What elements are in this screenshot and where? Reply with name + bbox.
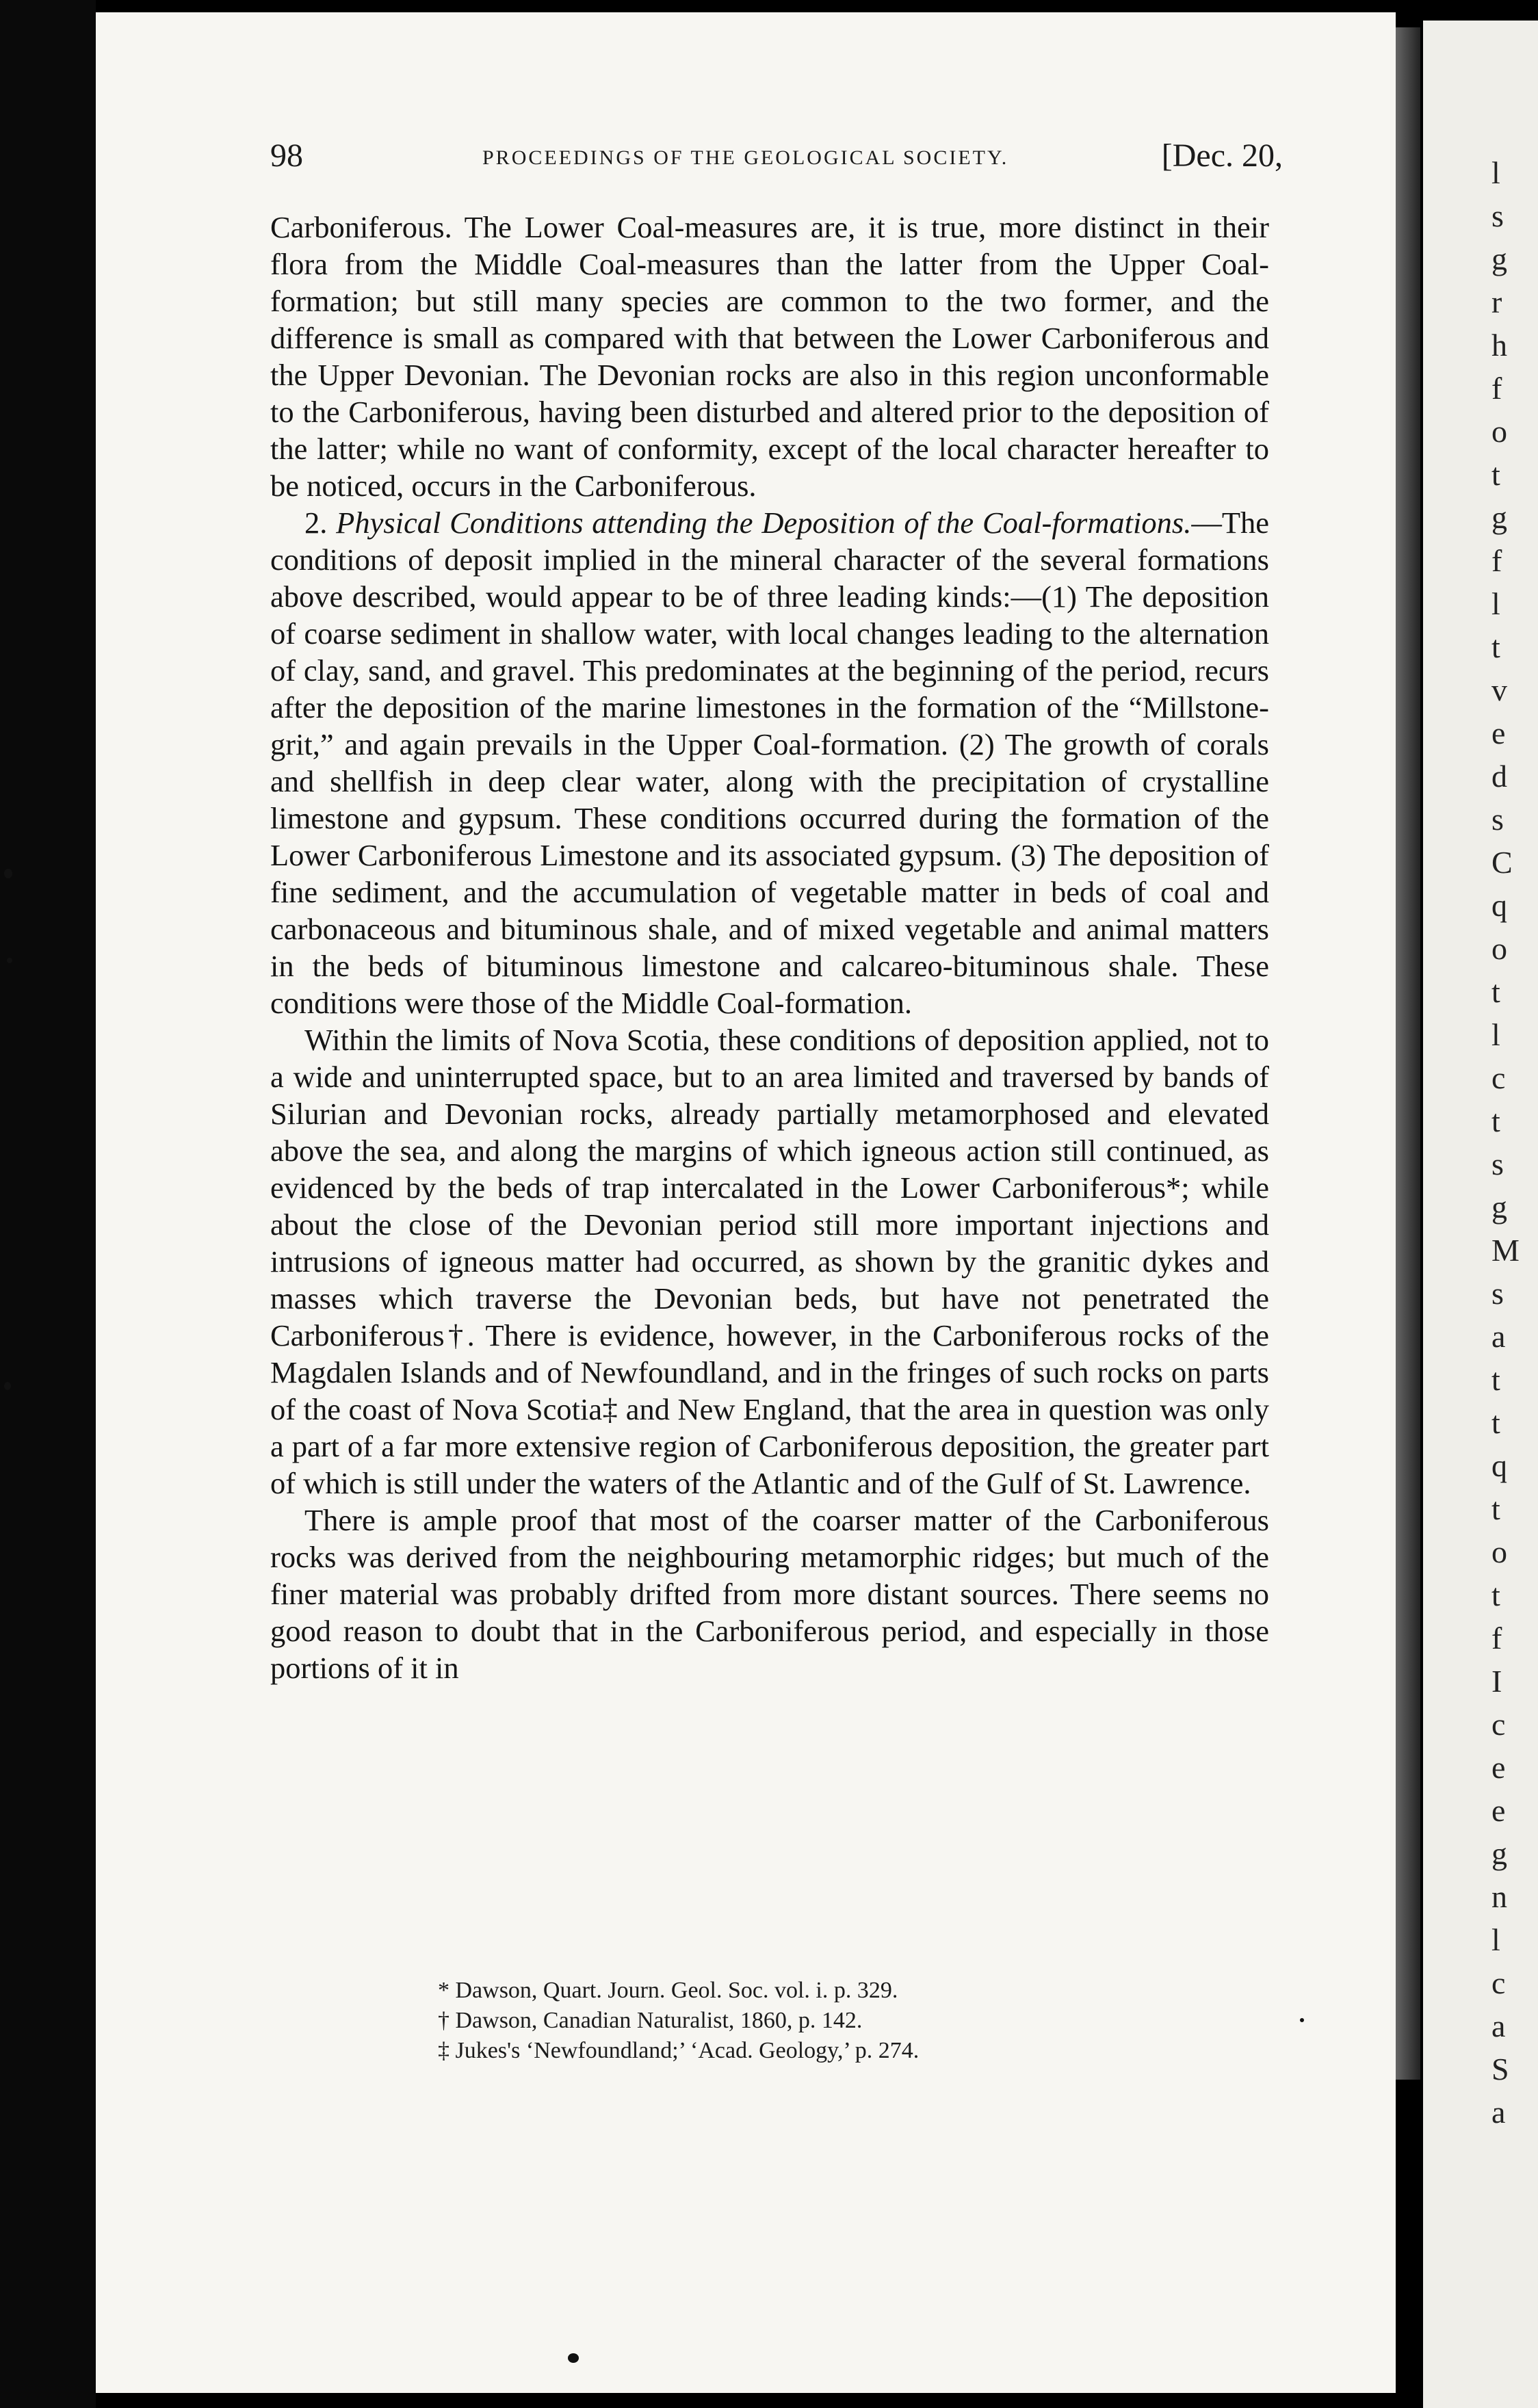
scan-border [0, 0, 96, 2408]
facing-page-letter: e [1491, 1750, 1506, 1785]
scan-speck [568, 2353, 579, 2363]
footnote-1: * Dawson, Quart. Journ. Geol. Soc. vol. i. p. 329. [438, 1978, 898, 2003]
facing-page-letter: a [1491, 1319, 1506, 1354]
facing-page-letter: h [1491, 328, 1507, 363]
page-number: 98 [270, 138, 303, 174]
facing-page-letter: e [1491, 1793, 1506, 1828]
facing-page-letter: t [1491, 1362, 1500, 1397]
facing-page-letter: t [1491, 629, 1500, 664]
facing-page-letter: M [1491, 1233, 1520, 1268]
facing-page-letter: s [1491, 1147, 1504, 1181]
facing-page-letter: v [1491, 672, 1507, 707]
facing-page-letter: a [1491, 2008, 1506, 2043]
facing-page-letter: l [1491, 155, 1500, 190]
footnote-3: ‡ Jukes's ‘Newfoundland;’ ‘Acad. Geology,’ p. 274. [438, 2038, 920, 2063]
scan-speck [1300, 2018, 1304, 2022]
facing-page-letter: l [1491, 1922, 1500, 1957]
page-gutter-shadow [1396, 27, 1420, 2080]
paragraph-carboniferous: Carboniferous. The Lower Coal-measures are, it is true, more distinct in their flora from the Middle Coal-measures than the latter from the Upper Coal-formation; but still many species are common to the two former, and the difference is small as compared with that between the Lower Carboniferous and the Upper Devonian. The Devonian rocks are also in this region unconformable to the Carboniferous, having been disturbed and altered prior to the deposition of the latter; while no want of conformity, except of the local character hereafter to be noticed, occurs in the Carboniferous. [270, 210, 1269, 503]
facing-page-letter: s [1491, 802, 1504, 837]
paragraph-nova-scotia: Within the limits of Nova Scotia, these conditions of deposition applied, not to a wide and uninterrupted space, but to an area limited and traversed by bands of Silurian and Devonian rocks, already partially metamorphosed and elevated above the sea, and along the margins of which igneous action still continued, as evidenced by the beds of trap intercalated in the Lower Carboniferous*; while about the close of the Devonian period still more important injections and intrusions of igneous matter had occurred, as shown by the granitic dykes and masses which traverse the Devonian beds, but have not penetrated the Carboniferous†. There is evidence, however, in the Carboniferous rocks of the Magdalen Islands and of Newfoundland, and in the fringes of such rocks on parts of the coast of Nova Scotia‡ and New England, that the area in question was only a part of a far more extensive region of Carboniferous deposition, the greater part of which is still under the waters of the Atlantic and of the Gulf of St. Lawrence. [270, 1023, 1269, 1500]
facing-page-letter: t [1491, 1405, 1500, 1440]
facing-page-letter: d [1491, 759, 1507, 794]
footnote-2: † Dawson, Canadian Naturalist, 1860, p. 142. [438, 2008, 863, 2033]
facing-page-letter: o [1491, 931, 1507, 966]
facing-page-letter: t [1491, 1578, 1500, 1612]
scan-speck [4, 1382, 11, 1390]
facing-page-letter: t [1491, 974, 1500, 1009]
facing-page-letter: o [1491, 1534, 1507, 1569]
scan-speck [7, 958, 12, 963]
facing-page-letter: c [1491, 1965, 1506, 2000]
facing-page-letter: g [1491, 1190, 1507, 1225]
facing-page-letter: c [1491, 1060, 1506, 1095]
facing-page-edge [1423, 21, 1538, 2408]
facing-page-letter: t [1491, 1491, 1500, 1526]
facing-page-letter: t [1491, 457, 1500, 492]
paragraph-conditions: The conditions of deposit implied in the mineral character of the several formations above described, would appear to be of three leading kinds:—(1) The deposition of coarse sediment in shallow water, with local changes leading to the alternation of clay, sand, and gravel. This predominates at the beginning of the period, recurs after the deposition of the marine limestones in the formation of the “Millstone-grit,” and again prevails in the Upper Coal-formation. (2) The growth of corals and shellfish in deep clear water, along with the precipitation of crystalline limestone and gypsum. These conditions occurred during the formation of the Lower Carboniferous Limestone and its associated gypsum. (3) The deposition of fine sediment, and the accumulation of vegetable matter in beds of coal and carbonaceous and bituminous shale, and of mixed vegetable and animal matters in the beds of bituminous limestone and calcareo-bituminous shale. These conditions were those of the Middle Coal-formation. [270, 506, 1270, 1020]
facing-page-letter: l [1491, 586, 1500, 621]
scan-speck [4, 869, 12, 878]
section-number: 2. [304, 506, 328, 540]
facing-page-letter: f [1491, 543, 1502, 578]
facing-page-letter: g [1491, 1836, 1507, 1871]
facing-page-letter: C [1491, 845, 1513, 880]
header-date: [Dec. 20, [1161, 138, 1283, 174]
section-title: Physical Conditions attending the Deposition of the Coal-formations. [336, 506, 1192, 540]
facing-page-letter: g [1491, 241, 1507, 276]
facing-page-letter: S [1491, 2052, 1509, 2086]
facing-page-letter: c [1491, 1707, 1506, 1742]
facing-page-letter: o [1491, 414, 1507, 449]
facing-page-letter: n [1491, 1879, 1507, 1914]
facing-page-letter: f [1491, 1621, 1502, 1656]
body-text [270, 209, 1269, 1686]
footnotes [438, 1976, 1245, 2066]
page-header [270, 137, 1283, 185]
facing-page-letter: s [1491, 1276, 1504, 1311]
section-paragraph: 2. Physical Conditions attending the Deposition of the Coal-formations.—The conditions of deposit implied in the mineral character of the several formations above described, would appear to be of three leading kinds:—(1) The deposition of coarse sediment in shallow water, with local changes leading to the alternation of clay, sand, and gravel. This predominates at the beginning of the period, recurs after the deposition of the marine limestones in the formation of the “Millstone-grit,” and again prevails in the Upper Coal-formation. (2) The growth of corals and shellfish in deep clear water, along with the precipitation of crystalline limestone and gypsum. These conditions occurred during the formation of the Lower Carboniferous Limestone and its associated gypsum. (3) The deposition of fine sediment, and the accumulation of vegetable matter in beds of coal and carbonaceous and bituminous shale, and of mixed vegetable and animal matters in the beds of bituminous limestone and calcareo-bituminous shale. These conditions were those of the Middle Coal-formation. [270, 506, 1270, 1020]
facing-page-letter: l [1491, 1017, 1500, 1052]
running-head: PROCEEDINGS OF THE GEOLOGICAL SOCIETY. [482, 146, 1009, 169]
facing-page-letter: f [1491, 371, 1502, 406]
facing-page-letter: q [1491, 1448, 1507, 1483]
paragraph-sources: There is ample proof that most of the coarser matter of the Carboniferous rocks was derived from the neighbouring metamorphic ridges; but much of the finer material was probably drifted from more distant sources. There seems no good reason to doubt that in the Carboniferous period, and especially in those portions of it in [270, 1503, 1269, 1685]
facing-page-letter: I [1491, 1664, 1502, 1699]
facing-page-letter: t [1491, 1103, 1500, 1138]
facing-page-letter: s [1491, 198, 1504, 233]
facing-page-letter: q [1491, 888, 1507, 923]
facing-page-letter: r [1491, 285, 1502, 319]
facing-page-letter: g [1491, 500, 1507, 535]
facing-page-letter: e [1491, 716, 1506, 750]
facing-page-letter: a [1491, 2095, 1506, 2130]
